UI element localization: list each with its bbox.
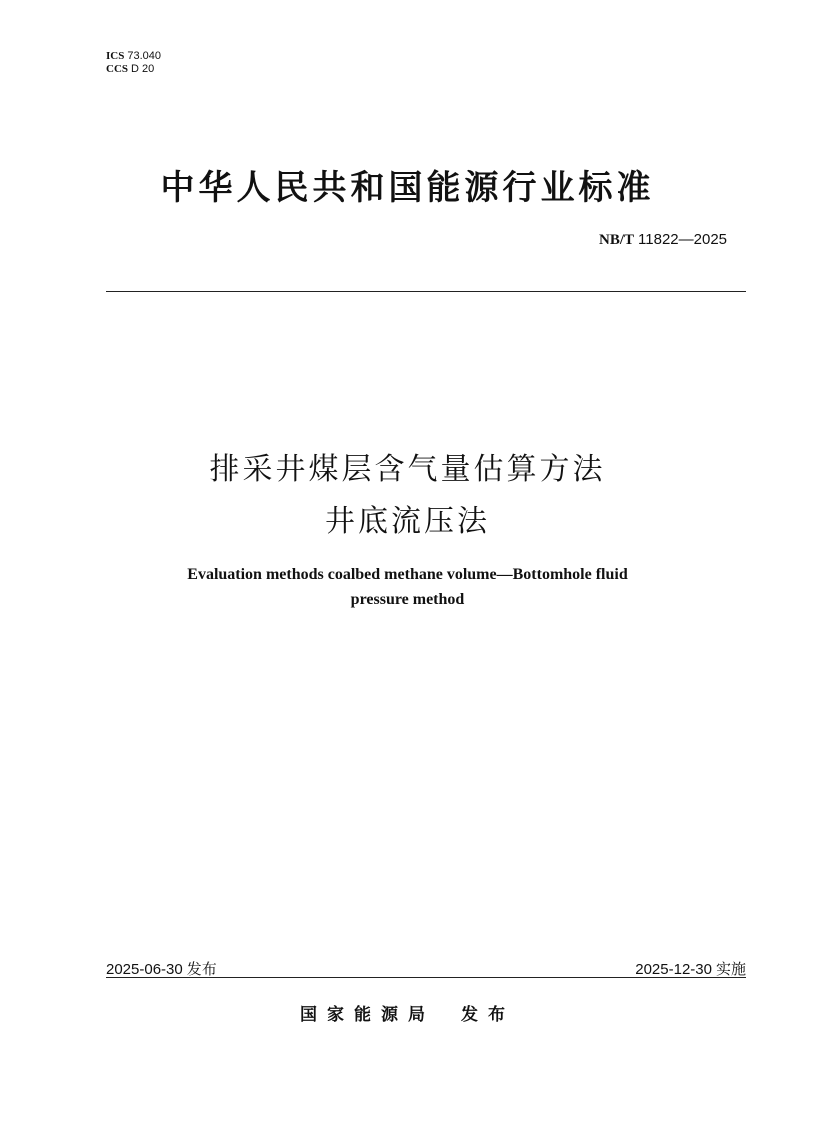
- standard-code: 11822—2025: [638, 231, 727, 248]
- implement-date-label: 实施: [715, 960, 746, 978]
- ccs-code: [106, 63, 161, 76]
- top-divider: [106, 291, 746, 292]
- issue-date-label: 发布: [186, 960, 217, 978]
- publisher-action: 发布: [461, 1005, 515, 1025]
- bottom-divider: [106, 977, 746, 978]
- implement-date: [635, 958, 746, 979]
- ics-code: [106, 50, 161, 63]
- standard-prefix: NB/T: [599, 232, 635, 248]
- title-zh-line1: 排采井煤层含气量估算方法: [209, 452, 606, 487]
- title-en-line1: Evaluation methods coalbed methane volume—Bottomhole fluid: [187, 566, 628, 583]
- title-zh-line2: 井底流压法: [325, 504, 490, 539]
- implement-date-value: 2025-12-30: [635, 961, 712, 978]
- issue-date-value: 2025-06-30: [106, 961, 183, 978]
- classification-codes: [106, 50, 161, 76]
- standard-number: [599, 231, 727, 249]
- ccs-label: CCS: [106, 63, 129, 75]
- issue-date: [106, 958, 217, 979]
- title-en-line2: pressure method: [350, 591, 465, 608]
- issuer-title: 中华人民共和国能源行业标准: [160, 168, 655, 208]
- publisher-name: 国家能源局: [300, 1005, 435, 1025]
- publisher-line: [0, 1000, 815, 1025]
- ics-value: 73.040: [127, 50, 161, 62]
- ics-label: ICS: [106, 50, 125, 62]
- ccs-value: D 20: [131, 63, 155, 75]
